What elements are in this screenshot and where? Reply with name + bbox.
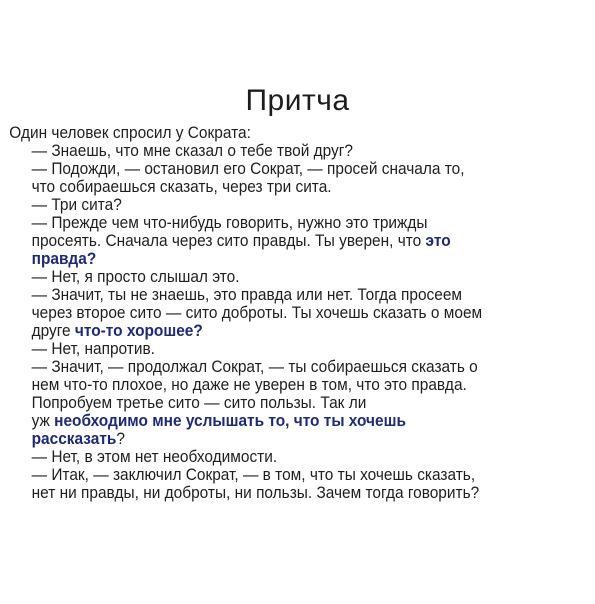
page-title: Притча: [245, 84, 350, 117]
text-line: [32, 250, 97, 268]
text-line: [32, 394, 367, 412]
text-line: [32, 484, 480, 502]
text-segment: ?: [193, 321, 203, 340]
text-segment: Попробуем третье сито — сито пользы. Так ли: [31, 393, 367, 412]
text-line: [32, 214, 428, 232]
highlighted-phrase: правда: [31, 249, 87, 268]
text-line: [32, 304, 483, 322]
text-segment: — Прежде чем что-нибудь говорить, нужно это трижды: [31, 213, 428, 232]
text-line: [32, 340, 155, 358]
text-segment: нем что-то плохое, но даже не уверен в том, что это правда.: [31, 375, 467, 394]
text-line: [32, 142, 353, 160]
text-line: [32, 322, 203, 340]
text-line: [9, 124, 251, 142]
text-line: [32, 358, 478, 376]
text-line: [32, 196, 122, 214]
text-segment: просеять. Сначала через сито правды. Ты уверен, что: [31, 231, 426, 250]
text-line: [32, 268, 240, 286]
text-line: [32, 160, 465, 178]
text-segment: — Нет, я просто слышал это.: [31, 267, 240, 286]
highlighted-phrase: необходимо мне услышать то, что ты хочешь: [54, 411, 406, 430]
highlighted-phrase: что-то хорошее: [74, 321, 194, 340]
text-segment: уж: [31, 411, 55, 430]
text-segment: — Значит, — продолжал Сократ, — ты собираешься сказать о: [31, 357, 478, 376]
text-line: [32, 232, 451, 250]
text-segment: друге: [31, 321, 75, 340]
text-segment: — Значит, ты не знаешь, это правда или нет. Тогда просеем: [31, 285, 463, 304]
text-segment: — Знаешь, что мне сказал о тебе твой друг?: [31, 141, 353, 160]
text-segment: ?: [116, 429, 125, 448]
highlighted-phrase: рассказать: [31, 429, 117, 448]
text-line: [32, 286, 462, 304]
text-segment: — Нет, в этом нет необходимости.: [31, 447, 278, 466]
text-line: [32, 466, 476, 484]
text-segment: — Нет, напротив.: [31, 339, 155, 358]
text-line: [32, 430, 125, 448]
text-segment: — Итак, — заключил Сократ, — в том, что ты хочешь сказать,: [31, 465, 476, 484]
highlighted-phrase: это: [425, 231, 451, 250]
text-segment: через второе сито — сито доброты. Ты хочешь сказать о моем: [31, 303, 483, 322]
text-segment: — Три сита?: [31, 195, 122, 214]
text-line: [32, 376, 467, 394]
text-segment: нет ни правды, ни доброты, ни пользы. Зачем тогда говорить?: [31, 483, 480, 502]
text-line: [32, 448, 278, 466]
text-segment: ?: [86, 249, 97, 268]
text-line: [32, 178, 332, 196]
text-segment: Один человек спросил у Сократа:: [9, 123, 251, 142]
text-segment: — Подожди, — остановил его Сократ, — просей сначала то,: [31, 159, 465, 178]
text-segment: что собираешься сказать, через три сита.: [31, 177, 332, 196]
text-line: [32, 412, 406, 430]
